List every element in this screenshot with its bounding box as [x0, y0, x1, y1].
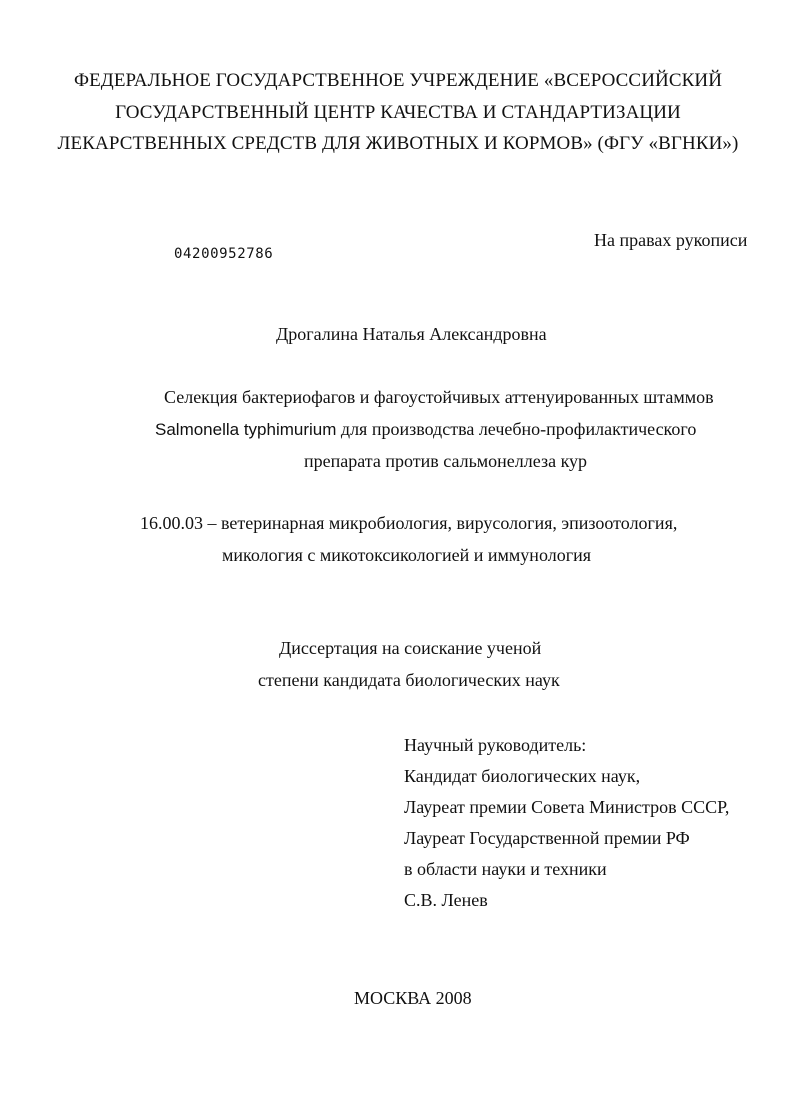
supervisor-label: Научный руководитель: — [404, 735, 587, 755]
city-year: МОСКВА 2008 — [354, 988, 472, 1008]
dissertation-line-2: степени кандидата биологических наук — [258, 670, 560, 690]
supervisor-award-1: Лауреат премии Совета Министров СССР, — [404, 797, 730, 817]
title-line-1: Селекция бактериофагов и фагоустойчивых аттенуированных штаммов — [164, 387, 714, 407]
manuscript-note: На правах рукописи — [594, 230, 748, 250]
supervisor-name: С.В. Ленев — [404, 890, 488, 910]
registry-code: 04200952786 — [174, 246, 274, 262]
author-name: Дрогалина Наталья Александровна — [276, 324, 547, 344]
organism-name: Salmonella typhimurium — [155, 420, 337, 439]
specialty-line-1: 16.00.03 – ветеринарная микробиология, вирусология, эпизоотология, — [140, 513, 678, 533]
institution-line-3: ЛЕКАРСТВЕННЫХ СРЕДСТВ ДЛЯ ЖИВОТНЫХ И КОРМОВ» (ФГУ «ВГНКИ») — [57, 133, 739, 154]
supervisor-degree: Кандидат биологических наук, — [404, 766, 641, 786]
title-line-3: препарата против сальмонеллеза кур — [304, 451, 588, 471]
supervisor-award-field: в области науки и техники — [404, 859, 607, 879]
title-line-2 — [155, 418, 696, 441]
title-line-2-rest: для производства лечебно-профилактического — [336, 419, 697, 439]
dissertation-line-1: Диссертация на соискание ученой — [279, 638, 542, 658]
institution-line-1: ФЕДЕРАЛЬНОЕ ГОСУДАРСТВЕННОЕ УЧРЕЖДЕНИЕ «ВСЕРОССИЙСКИЙ — [73, 70, 723, 91]
institution-line-2: ГОСУДАРСТВЕННЫЙ ЦЕНТР КАЧЕСТВА И СТАНДАРТИЗАЦИИ — [115, 102, 681, 123]
supervisor-award-2: Лауреат Государственной премии РФ — [404, 828, 690, 848]
specialty-line-2: микология с микотоксикологией и иммунология — [222, 545, 591, 565]
